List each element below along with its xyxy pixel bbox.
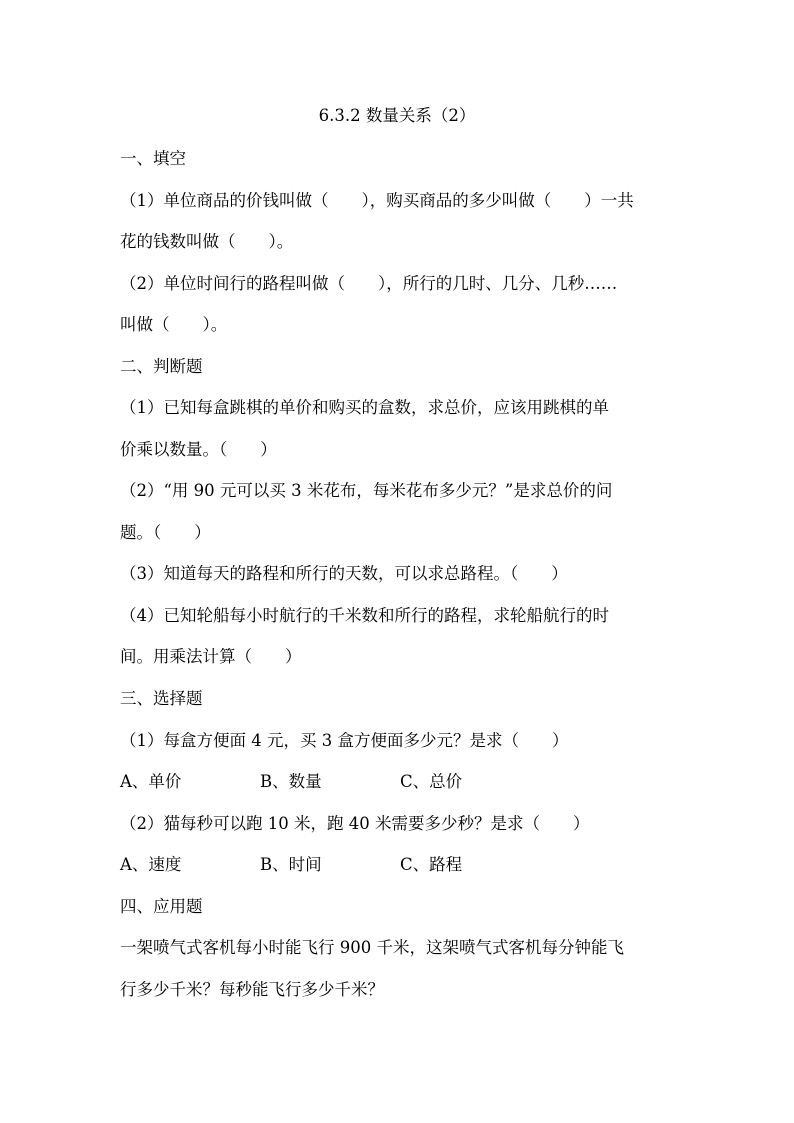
true-false-q1-line1: （1）已知每盒跳棋的单价和购买的盒数，求总价，应该用跳棋的单 bbox=[120, 398, 609, 417]
choice-q1-option-c: C、总价 bbox=[400, 772, 463, 791]
choice-q2-option-c: C、路程 bbox=[400, 855, 463, 874]
fill-in-q1-line2: 花的钱数叫做（ ）。 bbox=[120, 232, 294, 251]
page-title: 6.3.2 数量关系（2） bbox=[318, 106, 476, 125]
true-false-q3-line1: （3）知道每天的路程和所行的天数，可以求总路程。（ ） bbox=[120, 564, 568, 583]
choice-q2-option-b: B、时间 bbox=[260, 855, 322, 874]
choice-q1: （1）每盒方便面 4 元，买 3 盒方便面多少元？是求（ ） bbox=[120, 731, 569, 750]
choice-q1-option-a: A、单价 bbox=[120, 772, 182, 791]
section-heading-true-false: 二、判断题 bbox=[120, 357, 203, 376]
choice-q2: （2）猫每秒可以跑 10 米，跑 40 米需要多少秒？是求（ ） bbox=[120, 814, 590, 833]
true-false-q4-line1: （4）已知轮船每小时航行的千米数和所行的路程，求轮船航行的时 bbox=[120, 606, 609, 625]
choice-q2-options bbox=[120, 853, 680, 877]
choice-q2-option-a: A、速度 bbox=[120, 855, 182, 874]
fill-in-q2-line2: 叫做（ ）。 bbox=[120, 315, 228, 334]
true-false-q4-line2: 间。用乘法计算（ ） bbox=[120, 647, 302, 666]
section-heading-multiple-choice: 三、选择题 bbox=[120, 689, 203, 708]
fill-in-q1-line1: （1）单位商品的价钱叫做（ ），购买商品的多少叫做（ ）一共 bbox=[120, 191, 634, 210]
section-heading-fill-in: 一、填空 bbox=[120, 149, 186, 168]
choice-q1-options bbox=[120, 770, 680, 794]
section-heading-word-problem: 四、应用题 bbox=[120, 897, 203, 916]
true-false-q2-line1: （2）“用 90 元可以买 3 米花布，每米花布多少元？”是求总价的问 bbox=[120, 481, 613, 500]
choice-q1-option-b: B、数量 bbox=[260, 772, 322, 791]
word-problem-line1: 一架喷气式客机每小时能飞行 900 千米，这架喷气式客机每分钟能飞 bbox=[120, 938, 624, 957]
fill-in-q2-line1: （2）单位时间行的路程叫做（ ），所行的几时、几分、几秒…… bbox=[120, 274, 618, 293]
word-problem-line2: 行多少千米？每秒能飞行多少千米？ bbox=[120, 980, 384, 999]
true-false-q1-line2: 价乘以数量。（ ） bbox=[120, 440, 277, 459]
true-false-q2-line2: 题。（ ） bbox=[120, 523, 211, 542]
